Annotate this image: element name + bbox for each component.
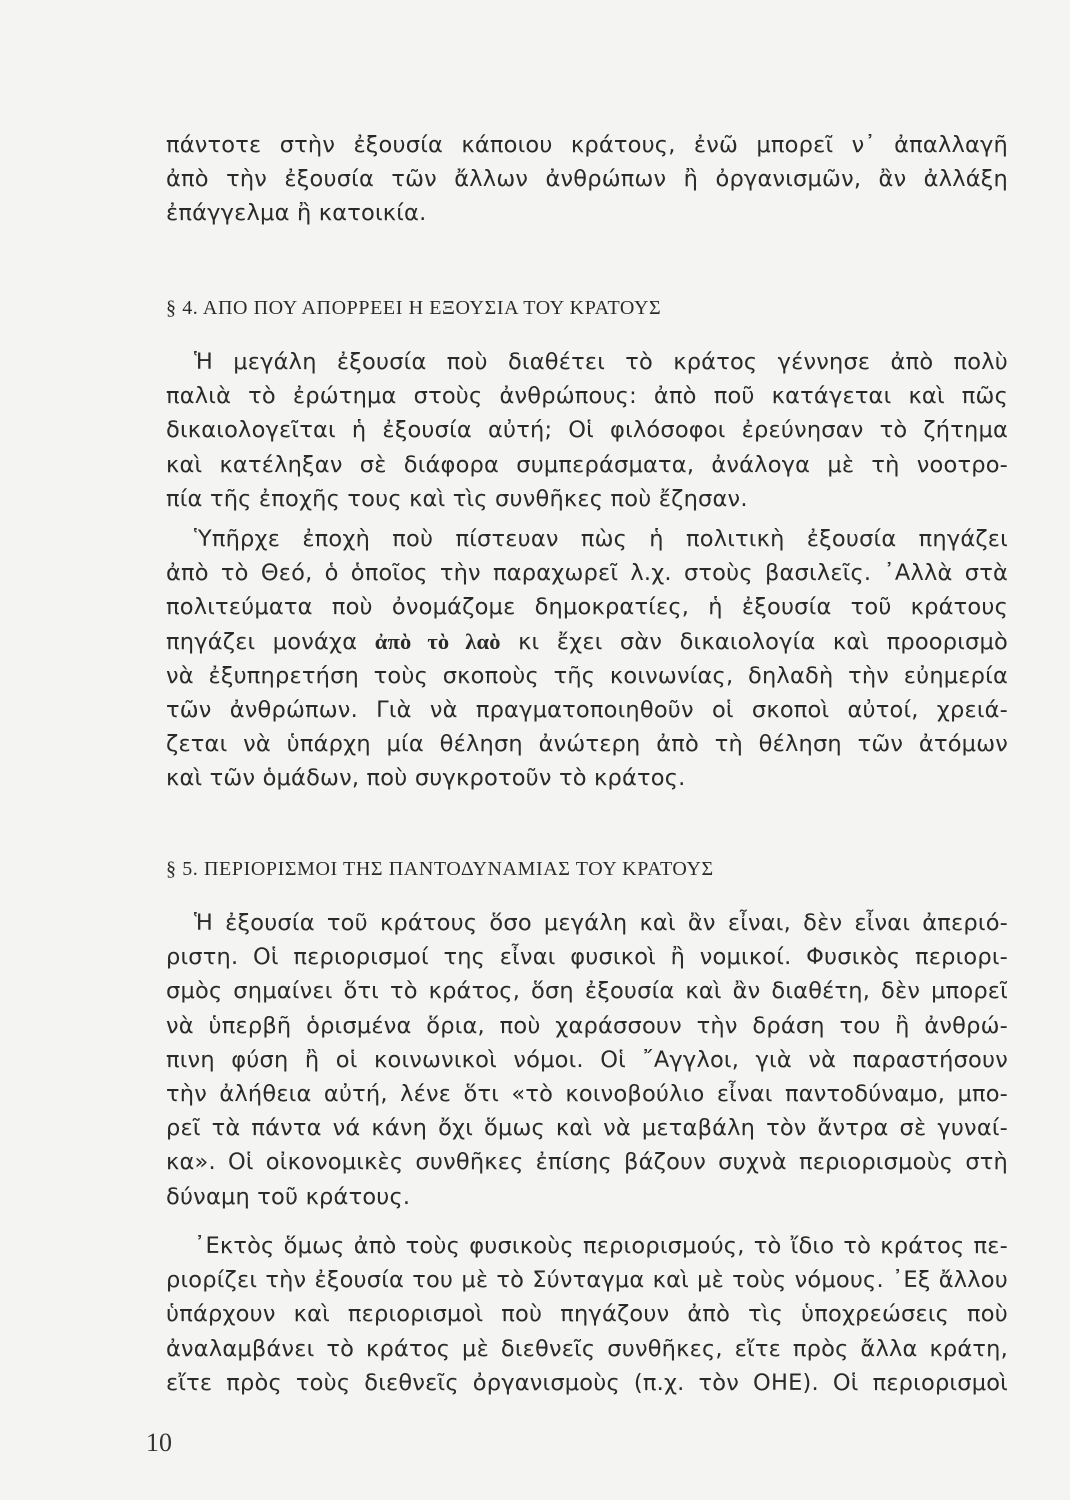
text-line: ἀπὸ τὸ Θεό, ὁ ὁποῖος τὴν παραχωρεῖ λ.χ. στοὺς βασιλεῖς. ᾿Αλλὰ στὰ	[166, 560, 1008, 587]
text-line	[166, 625, 1008, 659]
text-line: Ἡ ἐξουσία τοῦ κράτους ὅσο μεγάλη καὶ ἂν εἶναι, δὲν εἶναι ἀπεριό-	[194, 910, 1008, 936]
text-line: ριστη. Οἱ περιορισμοί της εἶναι φυσικοὶ ἢ νομικοί. Φυσικὸς περιορι-	[166, 944, 1008, 971]
text-line: ἐπάγγελμα ἢ κατοικία.	[166, 200, 427, 227]
text-line: νὰ ἐξυπηρετήση τοὺς σκοποὺς τῆς κοινωνίας, δηλαδὴ τὴν εὐημερία	[166, 662, 1008, 689]
text-line: τῶν ἀνθρώπων. Γιὰ νὰ πραγματοποιηθοῦν οἱ σκοποὶ αὐτοί, χρειά-	[166, 697, 1008, 724]
text-line: καὶ κατέληξαν σὲ διάφορα συμπεράσματα, ἀνάλογα μὲ τὴ νοοτρο-	[166, 451, 1008, 478]
text-line: καὶ τῶν ὁμάδων, ποὺ συγκροτοῦν τὸ κράτος.	[166, 765, 686, 792]
section-4-paragraph-2	[166, 522, 1008, 796]
section-5-paragraph-1	[166, 906, 1008, 1214]
section-4-paragraph-1	[166, 345, 1008, 516]
section-5-paragraph-2	[166, 1229, 1008, 1400]
page-number: 10	[146, 1428, 172, 1457]
text-line: παλιὰ τὸ ἐρώτημα στοὺς ἀνθρώπους: ἀπὸ ποῦ κατάγεται καὶ πῶς	[166, 383, 1008, 410]
text-line: ᾿Εκτὸς ὅμως ἀπὸ τοὺς φυσικοὺς περιορισμούς, τὸ ἴδιο τὸ κράτος πε-	[194, 1233, 1008, 1259]
intro-paragraph	[166, 128, 1008, 231]
text-line: δικαιολογεῖται ἡ ἐξουσία αὐτή; Οἱ φιλόσοφοι ἐρεύνησαν τὸ ζήτημα	[166, 417, 1008, 444]
text-line: νὰ ὑπερβῆ ὁρισμένα ὅρια, ποὺ χαράσσουν τὴν δράση του ἢ ἀνθρώ-	[166, 1012, 1008, 1039]
text-line: ριορίζει τὴν ἐξουσία του μὲ τὸ Σύνταγμα καὶ μὲ τοὺς νόμους. ᾿Εξ ἄλλου	[166, 1267, 1008, 1294]
text-line: Ὑπῆρχε ἐποχὴ ποὺ πίστευαν πὼς ἡ πολιτικὴ ἐξουσία πηγάζει	[194, 526, 1008, 552]
text-line: ὑπάρχουν καὶ περιορισμοὶ ποὺ πηγάζουν ἀπὸ τὶς ὑποχρεώσεις ποὺ	[166, 1301, 1008, 1328]
text-fragment: κι ἔχει σὰν δικαιολογία καὶ προορισμὸ	[500, 628, 1008, 655]
text-line: Ἡ μεγάλη ἐξουσία ποὺ διαθέτει τὸ κράτος γέννησε ἀπὸ πολὺ	[194, 349, 1008, 375]
emphasis-text: ἀπὸ τὸ λαὸ	[374, 628, 501, 654]
text-line: τὴν ἀλήθεια αὐτή, λένε ὅτι «τὸ κοινοβούλιο εἶναι παντοδύναμο, μπο-	[166, 1081, 1008, 1108]
text-line: σμὸς σημαίνει ὅτι τὸ κράτος, ὅση ἐξουσία καὶ ἂν διαθέτη, δὲν μπορεῖ	[166, 978, 1008, 1005]
text-line: πάντοτε στὴν ἐξουσία κάποιου κράτους, ἐνῶ μπορεῖ ν᾽ ἀπαλλαγῆ	[166, 132, 1008, 158]
text-line: πία τῆς ἐποχῆς τους καὶ τὶς συνθῆκες ποὺ ἔζησαν.	[166, 485, 748, 512]
text-line: ρεῖ τὰ πάντα νά κάνη ὄχι ὅμως καὶ νὰ μεταβάλη τὸν ἄντρα σὲ γυναί-	[166, 1115, 1008, 1142]
text-line: ἀπὸ τὴν ἐξουσία τῶν ἄλλων ἀνθρώπων ἢ ὀργανισμῶν, ἂν ἀλλάξη	[166, 166, 1008, 193]
text-line: πινη φύση ἢ οἱ κοινωνικοὶ νόμοι. Οἱ ῎Αγγλοι, γιὰ νὰ παραστήσουν	[166, 1046, 1008, 1073]
text-fragment: πηγάζει μονάχα	[166, 628, 375, 655]
text-line: ἀναλαμβάνει τὸ κράτος μὲ διεθνεῖς συνθῆκες, εἴτε πρὸς ἄλλα κράτη,	[166, 1335, 1008, 1362]
text-line: κα». Οἱ οἰκονομικὲς συνθῆκες ἐπίσης βάζουν συχνὰ περιορισμοὺς στὴ	[166, 1149, 1008, 1176]
text-line: δύναμη τοῦ κράτους.	[166, 1183, 411, 1210]
text-line: ζεται νὰ ὑπάρχη μία θέληση ἀνώτερη ἀπὸ τὴ θέληση τῶν ἀτόμων	[166, 731, 1008, 758]
text-line: εἴτε πρὸς τοὺς διεθνεῖς ὀργανισμοὺς (π.χ. τὸν ΟΗΕ). Οἱ περιορισμοὶ	[166, 1369, 1008, 1396]
section-4-heading: § 4. ΑΠΟ ΠΟΥ ΑΠΟΡΡΕΕΙ Η ΕΞΟΥΣΙΑ ΤΟΥ ΚΡΑΤΟΥΣ	[166, 297, 662, 319]
section-5-heading: § 5. ΠΕΡΙΟΡΙΣΜΟΙ ΤΗΣ ΠΑΝΤΟΔΥΝΑΜΙΑΣ ΤΟΥ ΚΡΑΤΟΥΣ	[166, 858, 714, 880]
text-line: πολιτεύματα ποὺ ὀνομάζομε δημοκρατίες, ἡ ἐξουσία τοῦ κράτους	[166, 594, 1008, 621]
